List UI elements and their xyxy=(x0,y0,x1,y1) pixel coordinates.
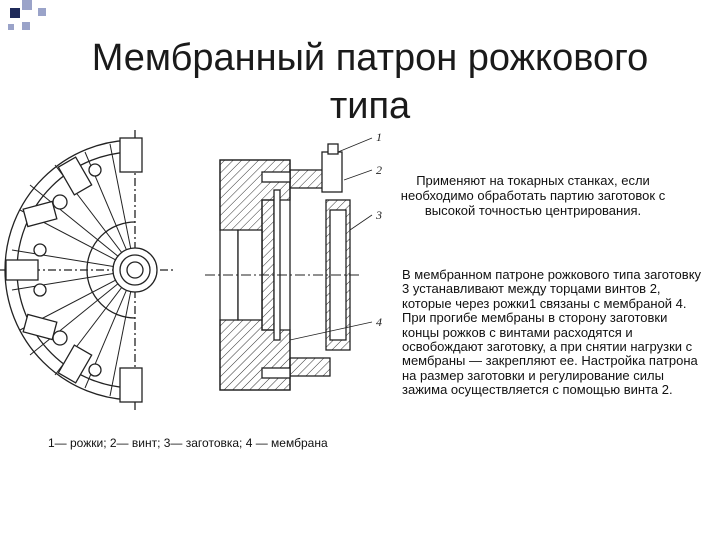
callout-3: 3 xyxy=(376,208,382,222)
title-line-1: Мембранный патрон рожкового xyxy=(91,37,649,79)
description-text: В мембранном патроне рожкового типа заготовку 3 устанавливают между торцами винтов 2, которые через рожки1 связаны с мембраной 4. При прогибе мембраны в сторону заготовки концы рожков с винтами расходятся и освобождают заготовку, а при снятии нагрузки с мембраны — закрепляют ее. Настройка патрона на размер заготовки и регулирование силы зажима осуществляется с помощью винта 2. xyxy=(402,267,702,398)
section-view xyxy=(205,138,372,390)
slide-title xyxy=(40,34,700,130)
front-view xyxy=(0,130,175,410)
callout-4: 4 xyxy=(376,315,382,329)
drawing-caption: 1— рожки; 2— винт; 3— заготовка; 4 — мембрана xyxy=(48,436,328,450)
callout-1: 1 xyxy=(376,130,382,144)
callout-2: 2 xyxy=(376,163,382,177)
title-line-2: типа xyxy=(329,85,411,127)
intro-text: Применяют на токарных станках, если необходимо обработать партию заготовок с высокой точностью центрирования. xyxy=(400,173,666,218)
chuck-drawing xyxy=(0,130,395,430)
